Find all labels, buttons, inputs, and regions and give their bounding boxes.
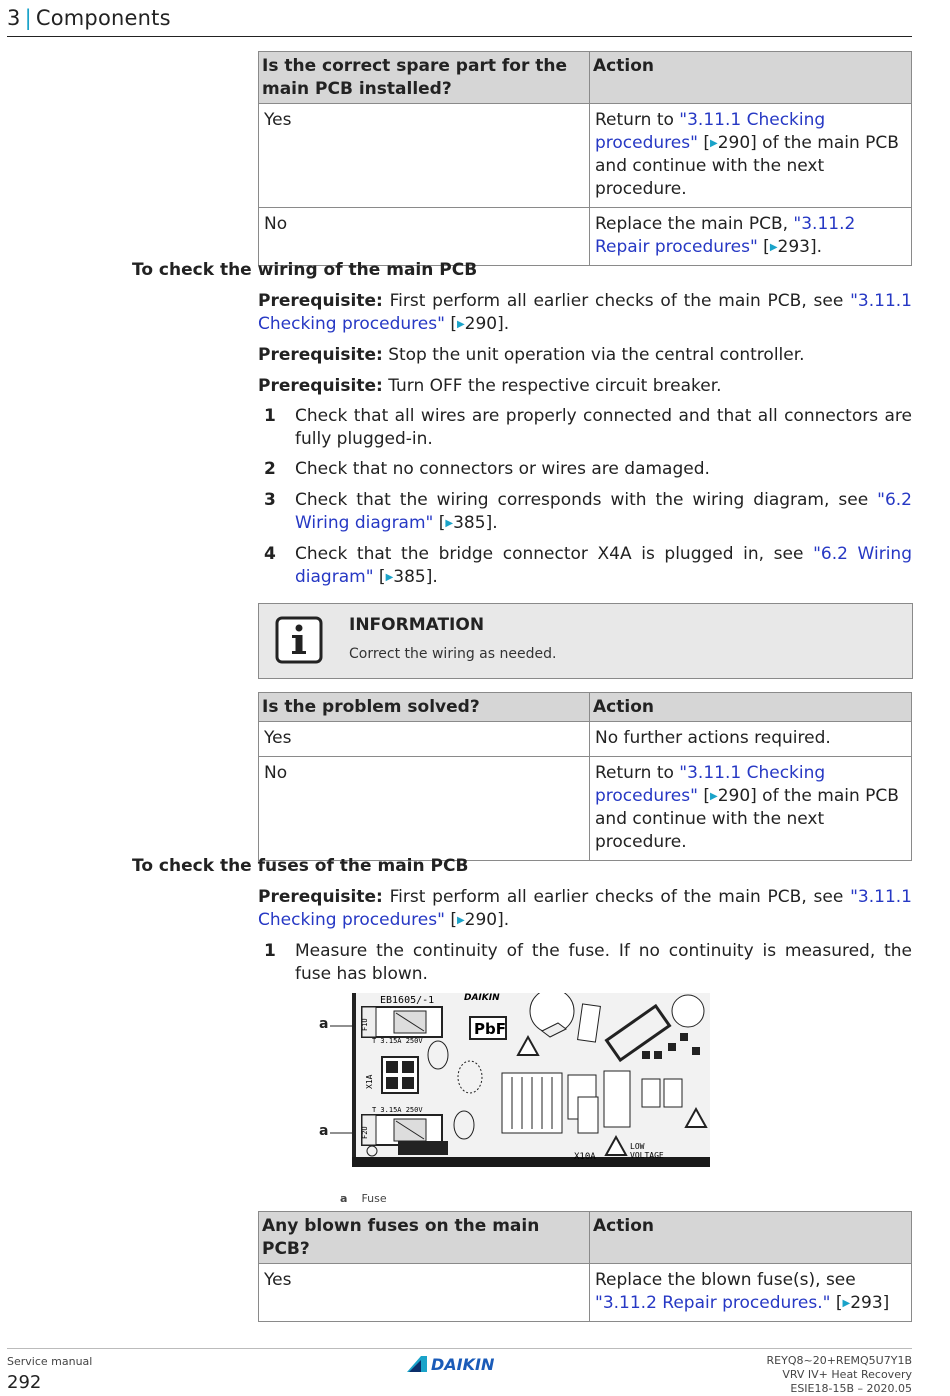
footer-product: VRV IV+ Heat Recovery (782, 1368, 912, 1381)
footer-doc-id: ESIE18-15B – 2020.05 (790, 1382, 912, 1395)
daikin-logo (407, 1354, 511, 1374)
footer-doc-type: Service manual (7, 1355, 93, 1368)
table-cell: Replace the blown fuse(s), see "3.11.2 Repair procedures." [▶293] (590, 1264, 912, 1322)
page-header (7, 6, 171, 30)
step-item: 1 Measure the continuity of the fuse. If no continuity is measured, the fuse has blown. (264, 941, 912, 984)
table-header: Action (590, 52, 912, 104)
page-ref-icon: ▶ (842, 1298, 851, 1309)
fuse-rating: T 3.15A 250V (372, 1106, 423, 1114)
section-heading-wiring: To check the wiring of the main PCB (132, 260, 478, 280)
step-item: 3 Check that the wiring corresponds with the wiring diagram, see "6.2 Wiring diagram" [▶385]. (264, 490, 912, 533)
logo-text: DAIKIN (431, 1355, 495, 1374)
prerequisite-3: Prerequisite: Turn OFF the respective circuit breaker. (258, 376, 722, 396)
footer-model: REYQ8~20+REMQ5U7Y1B (766, 1354, 912, 1367)
table-cell: Return to "3.11.1 Checking procedures" [▶290] of the main PCB and continue with the next procedure. (590, 757, 912, 861)
information-box (258, 603, 913, 679)
information-text: Correct the wiring as needed. (349, 646, 557, 662)
page-ref-icon: ▶ (709, 791, 718, 802)
board-warning-text: LOW (630, 1142, 645, 1151)
table-cell: Return to "3.11.1 Checking procedures" [▶290] of the main PCB and continue with the next procedure. (590, 104, 912, 208)
cross-ref-link[interactable]: "6.2 Wiring diagram" (295, 544, 912, 587)
page-ref-icon: ▶ (456, 915, 465, 926)
cross-ref-link[interactable]: "6.2 Wiring diagram" (295, 490, 912, 533)
prerequisite-2: Prerequisite: Stop the unit operation via the central controller. (258, 345, 805, 365)
page-ref-icon: ▶ (456, 319, 465, 330)
table-cell: Yes (259, 1264, 590, 1322)
table-row (259, 104, 912, 208)
spare-part-table (258, 51, 912, 266)
cross-ref-link[interactable]: "3.11.1 Checking procedures" (595, 763, 826, 806)
blown-fuses-table (258, 1211, 912, 1322)
section-heading-fuses: To check the fuses of the main PCB (132, 856, 469, 876)
page-ref-icon: ▶ (769, 242, 778, 253)
table-header: Any blown fuses on the main PCB? (259, 1212, 590, 1264)
board-brand: DAIKIN (464, 993, 500, 1003)
table-cell: Yes (259, 722, 590, 757)
table-row (259, 208, 912, 266)
table-cell: Replace the main PCB, "3.11.2 Repair procedures" [▶293]. (590, 208, 912, 266)
chapter-title: Components (35, 6, 171, 30)
page-ref-icon: ▶ (385, 572, 394, 583)
board-part-number: EB1605/-1 (380, 995, 435, 1006)
chapter-number: 3 (7, 6, 21, 30)
table-header: Is the problem solved? (259, 693, 590, 722)
fuse-label: F2U (361, 1126, 369, 1139)
step-item: 2 Check that no connectors or wires are damaged. (264, 459, 710, 479)
main-pcb-photo (352, 993, 710, 1167)
table-cell: No (259, 208, 590, 266)
callout-label: a (319, 1123, 329, 1139)
fuse-label: F1U (361, 1018, 369, 1031)
board-warning-text: VOLTAGE (630, 1151, 664, 1160)
problem-solved-table (258, 692, 912, 861)
table-cell: No (259, 757, 590, 861)
table-row (259, 722, 912, 757)
information-title: INFORMATION (349, 615, 485, 635)
header-rule (7, 36, 912, 37)
header-separator: | (24, 6, 32, 30)
table-header: Is the correct spare part for the main PCB installed? (259, 52, 590, 104)
prerequisite-fuses: Prerequisite: First perform all earlier checks of the main PCB, see "3.11.1 Checking procedures" [▶290]. (258, 887, 912, 930)
pbf-mark: PbF (474, 1020, 506, 1038)
page-ref-icon: ▶ (709, 138, 718, 149)
table-row (259, 1264, 912, 1322)
cross-ref-link[interactable]: "3.11.1 Checking procedures" (258, 291, 912, 334)
connector-label: X1A (365, 1074, 374, 1089)
figure-legend: a Fuse (340, 1192, 387, 1205)
footer-doc-info (767, 1354, 912, 1396)
footer-rule (7, 1348, 912, 1349)
callout-label: a (319, 1016, 329, 1032)
prerequisite-1: Prerequisite: First perform all earlier checks of the main PCB, see "3.11.1 Checking procedures" [▶290]. (258, 291, 912, 334)
cross-ref-link[interactable]: "3.11.2 Repair procedures" (595, 214, 856, 257)
step-item: 4 Check that the bridge connector X4A is plugged in, see "6.2 Wiring diagram" [▶385]. (264, 544, 912, 587)
table-header: Action (590, 1212, 912, 1264)
table-cell: No further actions required. (590, 722, 912, 757)
connector-label: X10A (574, 1152, 596, 1162)
cross-ref-link[interactable]: "3.11.1 Checking procedures" (595, 110, 826, 153)
page-number: 292 (7, 1372, 42, 1393)
table-cell: Yes (259, 104, 590, 208)
fuse-rating: T 3.15A 250V (372, 1037, 423, 1045)
page-ref-icon: ▶ (445, 518, 454, 529)
information-icon (275, 616, 323, 664)
cross-ref-link[interactable]: "3.11.2 Repair procedures." (595, 1293, 831, 1313)
cross-ref-link[interactable]: "3.11.1 Checking procedures" (258, 887, 912, 930)
table-header: Action (590, 693, 912, 722)
table-row (259, 757, 912, 861)
step-item: 1 Check that all wires are properly connected and that all connectors are fully plugged-in. (264, 406, 912, 449)
